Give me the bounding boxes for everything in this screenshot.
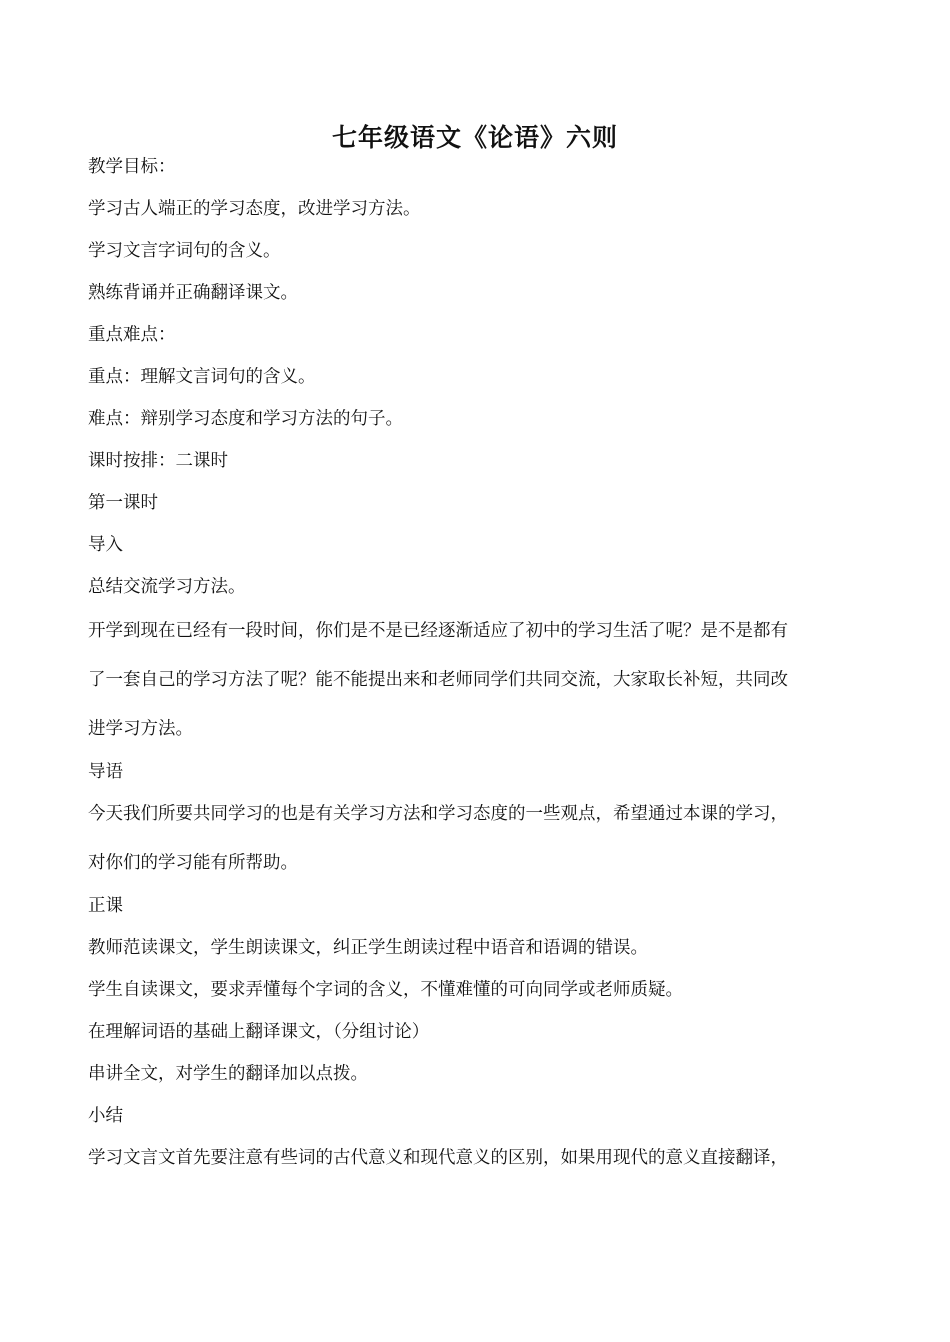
paragraph-line: 课时按排：二课时 [88,451,228,471]
paragraph-line: 学习文言字词句的含义。 [88,241,281,261]
paragraph-line: 今天我们所要共同学习的也是有关学习方法和学习态度的一些观点，希望通过本课的学习， [88,804,788,824]
paragraph-line: 正课 [88,896,123,916]
paragraph-line: 教学目标： [88,157,176,177]
paragraph-line: 了一套自己的学习方法了呢？能不能提出来和老师同学们共同交流，大家取长补短，共同改 [88,670,788,690]
paragraph-line: 重点：理解文言词句的含义。 [88,367,316,387]
paragraph-line: 总结交流学习方法。 [88,577,246,597]
document-title: 七年级语文《论语》六则 [331,123,618,152]
paragraph-line: 重点难点： [88,325,176,345]
paragraph-line: 难点：辩别学习态度和学习方法的句子。 [88,409,403,429]
paragraph-line: 对你们的学习能有所帮助。 [88,853,298,873]
paragraph-line: 串讲全文，对学生的翻译加以点拨。 [88,1064,368,1084]
paragraph-line: 第一课时 [88,493,158,513]
paragraph-line: 在理解词语的基础上翻译课文，（分组讨论） [88,1022,430,1042]
paragraph-line: 教师范读课文，学生朗读课文，纠正学生朗读过程中语音和语调的错误。 [88,938,648,958]
paragraph-line: 学习文言文首先要注意有些词的古代意义和现代意义的区别，如果用现代的意义直接翻译， [88,1148,788,1168]
paragraph-line: 进学习方法。 [88,719,193,739]
paragraph-line: 熟练背诵并正确翻译课文。 [88,283,298,303]
paragraph-line: 学生自读课文，要求弄懂每个字词的含义，不懂难懂的可向同学或老师质疑。 [88,980,683,1000]
paragraph-line: 小结 [88,1106,123,1126]
paragraph-line: 导入 [88,535,123,555]
paragraph-line: 导语 [88,762,123,782]
paragraph-line: 学习古人端正的学习态度，改进学习方法。 [88,199,421,219]
paragraph-line: 开学到现在已经有一段时间，你们是不是已经逐渐适应了初中的学习生活了呢？是不是都有 [88,621,788,641]
